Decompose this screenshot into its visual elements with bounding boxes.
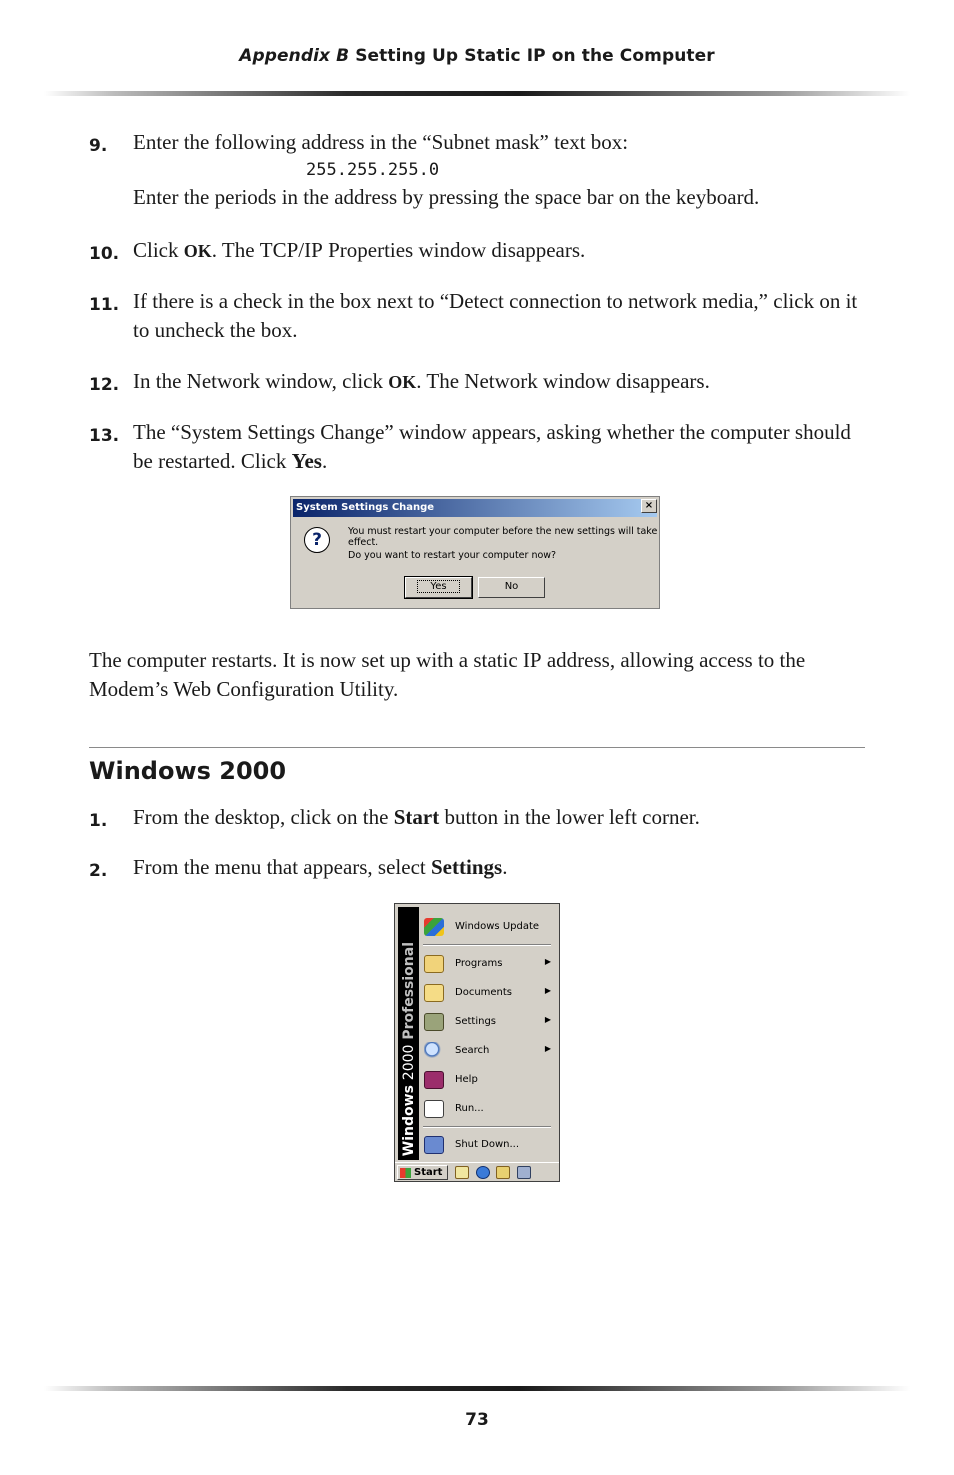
step-text: Enter the following address in the “Subnet mask” text box: bbox=[133, 130, 629, 154]
subnet-mask-value: 255.255.255.0 bbox=[306, 160, 440, 180]
ok-label: OK bbox=[183, 241, 212, 261]
dialog-question: Do you want to restart your computer now? bbox=[348, 550, 557, 561]
ip-label: IP bbox=[522, 648, 542, 672]
dialog-message: You must restart your computer before the new settings will take effect. bbox=[348, 526, 658, 548]
step-text: In the Network window, click OK. The Network window disappears. bbox=[133, 369, 710, 393]
system-settings-change-dialog bbox=[290, 496, 660, 609]
step-13 bbox=[89, 418, 869, 476]
w2k-step-2 bbox=[89, 853, 869, 882]
menu-item-label: Help bbox=[455, 1074, 478, 1085]
step-12 bbox=[89, 367, 869, 397]
menu-item-shut-down[interactable] bbox=[421, 1132, 553, 1158]
restart-paragraph: The computer restarts. It is now set up with a static IP address, allowing access to the Modem’s Web Configuration Utility. bbox=[89, 648, 806, 701]
step-number: 9. bbox=[89, 136, 108, 156]
submenu-arrow-icon: ▶ bbox=[544, 957, 551, 966]
section-divider bbox=[89, 747, 865, 748]
step-number: 1. bbox=[89, 811, 108, 831]
step-number: 10. bbox=[89, 244, 120, 264]
dialog-title: System Settings Change bbox=[296, 502, 435, 513]
step-9 bbox=[89, 128, 869, 212]
step-number: 13. bbox=[89, 426, 120, 446]
menu-item-run[interactable] bbox=[421, 1096, 553, 1122]
menu-item-label: Search bbox=[455, 1045, 490, 1056]
page-number: 73 bbox=[465, 1410, 489, 1430]
step-text: Click OK. The TCP/IP Properties window disappears. bbox=[133, 238, 586, 262]
step-text: Enter the periods in the address by pressing the space bar on the keyboard. bbox=[133, 185, 760, 209]
help-icon bbox=[424, 1071, 444, 1089]
submenu-arrow-icon: ▶ bbox=[544, 1044, 551, 1053]
banner-version: 2000 bbox=[400, 1044, 417, 1080]
run-icon bbox=[424, 1100, 444, 1118]
step-text: The “System Settings Change” window appears, asking whether the computer should be restarted. Click Yes. bbox=[133, 420, 851, 473]
outlook-express-icon[interactable] bbox=[517, 1166, 531, 1179]
question-icon: ? bbox=[304, 527, 330, 553]
internet-explorer-icon[interactable] bbox=[476, 1166, 490, 1179]
menu-separator bbox=[423, 944, 551, 946]
footer-rule bbox=[44, 1386, 910, 1391]
menu-item-search[interactable] bbox=[421, 1038, 553, 1064]
settings-label: Settings bbox=[431, 855, 503, 879]
menu-item-label: Documents bbox=[455, 987, 513, 998]
menu-item-label: Shut Down... bbox=[455, 1139, 519, 1150]
step-text: If there is a check in the box next to “Detect connection to network media,” click on it to uncheck the box. bbox=[133, 289, 858, 342]
submenu-arrow-icon: ▶ bbox=[544, 1015, 551, 1024]
programs-icon bbox=[424, 955, 444, 973]
yes-button[interactable]: Yes bbox=[405, 577, 472, 598]
no-button[interactable]: No bbox=[478, 577, 545, 598]
menu-item-settings[interactable] bbox=[421, 1009, 553, 1035]
header-title: Setting Up Static IP on the Computer bbox=[355, 46, 715, 66]
close-icon[interactable]: × bbox=[641, 499, 657, 513]
dialog-titlebar bbox=[293, 499, 657, 517]
page-header bbox=[0, 46, 954, 66]
submenu-arrow-icon: ▶ bbox=[544, 986, 551, 995]
shut-down-icon bbox=[424, 1136, 444, 1154]
step-11 bbox=[89, 287, 869, 345]
menu-item-label: Run... bbox=[455, 1103, 484, 1114]
step-number: 2. bbox=[89, 861, 108, 881]
start-button[interactable]: Start bbox=[397, 1165, 448, 1180]
step-text: From the menu that appears, select Settings. bbox=[133, 855, 508, 879]
step-10 bbox=[89, 236, 869, 266]
taskbar bbox=[395, 1162, 559, 1181]
explorer-icon[interactable] bbox=[496, 1166, 510, 1179]
step-text: From the desktop, click on the Start button in the lower left corner. bbox=[133, 805, 700, 829]
yes-label: Yes bbox=[291, 449, 322, 473]
show-desktop-icon[interactable] bbox=[455, 1166, 469, 1179]
step-number: 12. bbox=[89, 375, 120, 395]
banner-professional: Professional bbox=[400, 941, 417, 1040]
menu-item-label: Windows Update bbox=[455, 921, 540, 932]
appendix-label: Appendix B bbox=[239, 46, 350, 66]
ok-label: OK bbox=[388, 372, 417, 392]
windows-update-icon bbox=[424, 918, 444, 936]
menu-item-programs[interactable] bbox=[421, 951, 553, 977]
windows-start-menu bbox=[394, 903, 560, 1182]
menu-item-windows-update[interactable] bbox=[421, 914, 553, 940]
w2k-step-1 bbox=[89, 803, 869, 832]
header-rule bbox=[44, 91, 910, 96]
menu-item-documents[interactable] bbox=[421, 980, 553, 1006]
menu-item-label: Programs bbox=[455, 958, 503, 969]
menu-separator bbox=[423, 1126, 551, 1128]
menu-item-label: Settings bbox=[455, 1016, 497, 1027]
section-title: Windows 2000 bbox=[89, 757, 287, 785]
settings-icon bbox=[424, 1013, 444, 1031]
banner-windows: Windows bbox=[400, 1084, 417, 1156]
documents-icon bbox=[424, 984, 444, 1002]
windows-logo-icon bbox=[400, 1168, 411, 1178]
start-label: Start bbox=[393, 805, 440, 829]
search-icon bbox=[424, 1042, 444, 1060]
start-menu-banner bbox=[398, 907, 419, 1160]
menu-item-help[interactable] bbox=[421, 1067, 553, 1093]
step-number: 11. bbox=[89, 295, 120, 315]
tcpip-label: TCP/IP bbox=[259, 238, 323, 262]
